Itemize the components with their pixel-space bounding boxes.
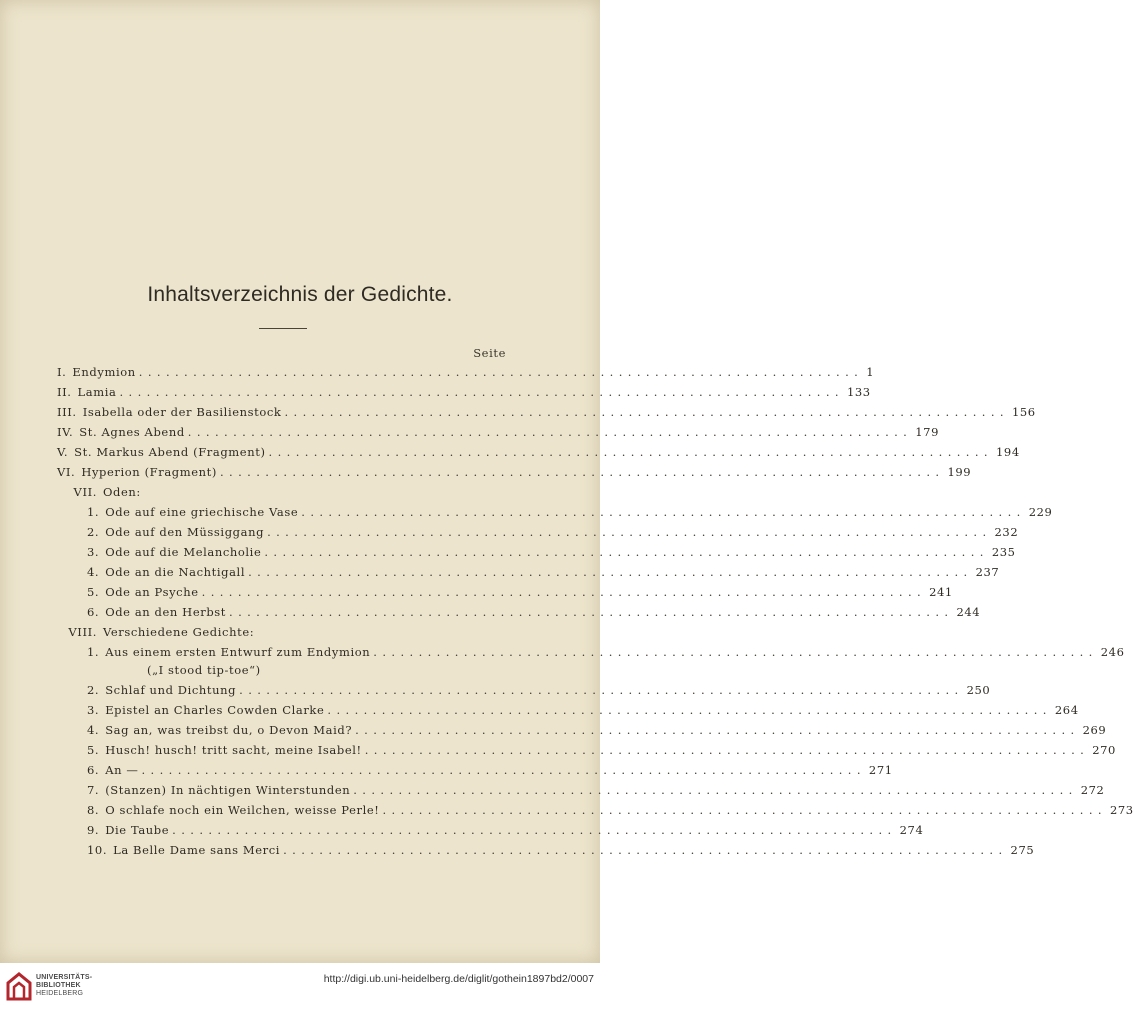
footer-bar [0, 963, 600, 1009]
toc-entry-title: St. Markus Abend (Fragment) [74, 445, 266, 459]
dot-leader: ................................................................................ [353, 783, 1078, 797]
toc-entry-number: VIII. [68, 625, 97, 639]
toc-entry [87, 544, 1016, 560]
toc-entry [87, 802, 1134, 818]
toc-entry-page: 264 [1054, 703, 1079, 717]
toc-entry [57, 384, 871, 400]
toc-entry [87, 564, 1000, 580]
toc-entry-title: Oden: [103, 485, 141, 499]
toc-entry-title: Lamia [77, 385, 117, 399]
toc-entry-number: 1. [87, 505, 100, 519]
toc-entry-number: 2. [87, 683, 100, 697]
toc-entry [57, 364, 875, 380]
toc-entry-page: 244 [956, 605, 981, 619]
toc-entry-number: 3. [87, 545, 100, 559]
toc-entry [87, 702, 1079, 718]
toc-entry [87, 762, 893, 778]
toc-entry [87, 524, 1019, 540]
toc-entry-page: 270 [1092, 743, 1116, 757]
toc-entry-number: 1. [87, 645, 100, 659]
dot-leader: ................................................................................ [267, 525, 992, 539]
toc-entry-page: 271 [868, 763, 893, 777]
library-name-line: UNIVERSITÄTS- [36, 974, 93, 981]
dot-leader: ................................................................................ [119, 385, 844, 399]
page-column-header: Seite [473, 346, 506, 360]
toc-entry-number: VII. [73, 485, 97, 499]
toc-entry-title: Sag an, was treibst du, o Devon Maid? [105, 723, 353, 737]
dot-leader: ................................................................................ [301, 505, 1026, 519]
toc-entry-page: 179 [915, 425, 939, 439]
dot-leader: ................................................................................ [187, 425, 913, 439]
toc-entry-number: IV. [57, 425, 74, 439]
dot-leader: ................................................................................ [219, 465, 945, 479]
toc-entry-page: 246 [1100, 645, 1125, 659]
toc-entry-number: III. [57, 405, 77, 419]
toc-entry-number: 7. [87, 783, 100, 797]
toc-entry [57, 444, 1020, 460]
toc-entry-number: 4. [87, 723, 100, 737]
toc-entry [87, 504, 1053, 520]
dot-leader: ................................................................................ [327, 703, 1052, 717]
toc-entry-title: Ode auf die Melancholie [105, 545, 262, 559]
toc-entry [87, 722, 1107, 738]
toc-entry [57, 464, 972, 480]
library-name-line: BIBLIOTHEK [36, 982, 81, 989]
toc-entry-page: 199 [947, 465, 972, 479]
dot-leader: ................................................................................ [268, 445, 993, 459]
dot-leader: ................................................................................ [264, 545, 989, 559]
toc-entry [87, 604, 981, 620]
toc-entry [87, 662, 506, 678]
toc-entry-title: Hyperion (Fragment) [81, 465, 217, 479]
toc-entry [87, 822, 924, 838]
toc-entry-number: VI. [57, 465, 76, 479]
toc-entry-number: 2. [87, 525, 100, 539]
toc-entry-page: 275 [1010, 843, 1035, 857]
toc-entry [87, 644, 1125, 660]
toc-entry-page: 235 [991, 545, 1016, 559]
toc-entry-page: 232 [994, 525, 1019, 539]
toc-entry [87, 782, 1105, 798]
dot-leader: ................................................................................ [373, 645, 1098, 659]
toc-entry-title: Ode auf den Müssiggang [105, 525, 265, 539]
toc-entry-number: 8. [87, 803, 100, 817]
dot-leader: ................................................................................ [248, 565, 973, 579]
toc-entry-number: 9. [87, 823, 100, 837]
toc-entry-number: 6. [87, 763, 100, 777]
toc-entry-title: Husch! husch! tritt sacht, meine Isabel! [105, 743, 362, 757]
toc-entry-title: Die Taube [105, 823, 170, 837]
toc-entry [57, 624, 506, 640]
toc-entry-title: Schlaf und Dichtung [105, 683, 237, 697]
toc-entry [87, 584, 953, 600]
toc-entry-title: An — [105, 763, 139, 777]
dot-leader: ................................................................................ [382, 803, 1107, 817]
toc-entry-page: 274 [899, 823, 924, 837]
toc-entry-title: Verschiedene Gedichte: [103, 625, 255, 639]
page-title: Inhaltsverzeichnis der Gedichte. [147, 283, 453, 306]
toc-entry-title: La Belle Dame sans Merci [113, 843, 281, 857]
toc-entry [57, 404, 1036, 420]
toc-entry-title: Endymion [72, 365, 136, 379]
dot-leader: ................................................................................ [284, 405, 1009, 419]
toc-entry-title: Epistel an Charles Cowden Clarke [105, 703, 325, 717]
toc-entry-title: Ode an die Nachtigall [105, 565, 246, 579]
toc-entry-page: 237 [975, 565, 1000, 579]
toc-entry-page: 133 [846, 385, 871, 399]
toc-entry-number: II. [57, 385, 72, 399]
toc-entry-title: (Stanzen) In nächtigen Winterstunden [105, 783, 351, 797]
university-library-logo [6, 971, 32, 1001]
toc-entry-number: 5. [87, 585, 100, 599]
dot-leader: ................................................................................ [355, 723, 1080, 737]
toc-entry-page: 229 [1028, 505, 1053, 519]
library-name [36, 974, 92, 998]
dot-leader: ................................................................................ [229, 605, 954, 619]
toc-entry-number: 5. [87, 743, 100, 757]
toc-entry-page: 250 [966, 683, 991, 697]
dot-leader: ................................................................................ [201, 585, 927, 599]
toc-entry-title: Ode auf eine griechische Vase [105, 505, 299, 519]
toc-entry-title: Ode an Psyche [105, 585, 199, 599]
toc-entry-page: 156 [1011, 405, 1036, 419]
toc-entry-number: V. [57, 445, 69, 459]
library-name-line: HEIDELBERG [36, 990, 84, 997]
toc-entry [57, 484, 506, 500]
dot-leader: ................................................................................ [239, 683, 964, 697]
toc-entry-number: 4. [87, 565, 100, 579]
toc-entry-page: 269 [1082, 723, 1107, 737]
toc-entry-title: Isabella oder der Basilienstock [82, 405, 282, 419]
dot-leader: ................................................................................ [172, 823, 897, 837]
toc-entry-page: 194 [995, 445, 1020, 459]
toc-entry [87, 842, 1035, 858]
dot-leader: ................................................................................ [141, 763, 866, 777]
toc-entry-page: 241 [929, 585, 953, 599]
toc-entry-title: Ode an den Herbst [105, 605, 227, 619]
toc-entry-number: 10. [87, 843, 108, 857]
dot-leader: ................................................................................ [283, 843, 1008, 857]
toc-entry-page: 273 [1109, 803, 1134, 817]
toc-entry-title: („I stood tip-toe“) [147, 663, 261, 677]
toc-entry-page: 1 [866, 365, 875, 379]
toc-entry-number: 6. [87, 605, 100, 619]
toc-entry-page: 272 [1080, 783, 1105, 797]
toc-entry [57, 424, 939, 440]
toc-entry-number: 3. [87, 703, 100, 717]
toc-entry [87, 682, 991, 698]
dot-leader: ................................................................................ [364, 743, 1090, 757]
toc-entry-number: I. [57, 365, 67, 379]
toc-entry-title: St. Agnes Abend [79, 425, 185, 439]
source-url-link[interactable]: http://digi.ub.uni-heidelberg.de/diglit/gothein1897bd2/0007 [323, 973, 594, 985]
toc-entry-title: Aus einem ersten Entwurf zum Endymion [105, 645, 371, 659]
dot-leader: ................................................................................ [138, 365, 864, 379]
title-rule [259, 328, 307, 329]
toc-entry-title: O schlafe noch ein Weilchen, weisse Perle! [105, 803, 380, 817]
toc-entry [87, 742, 1116, 758]
